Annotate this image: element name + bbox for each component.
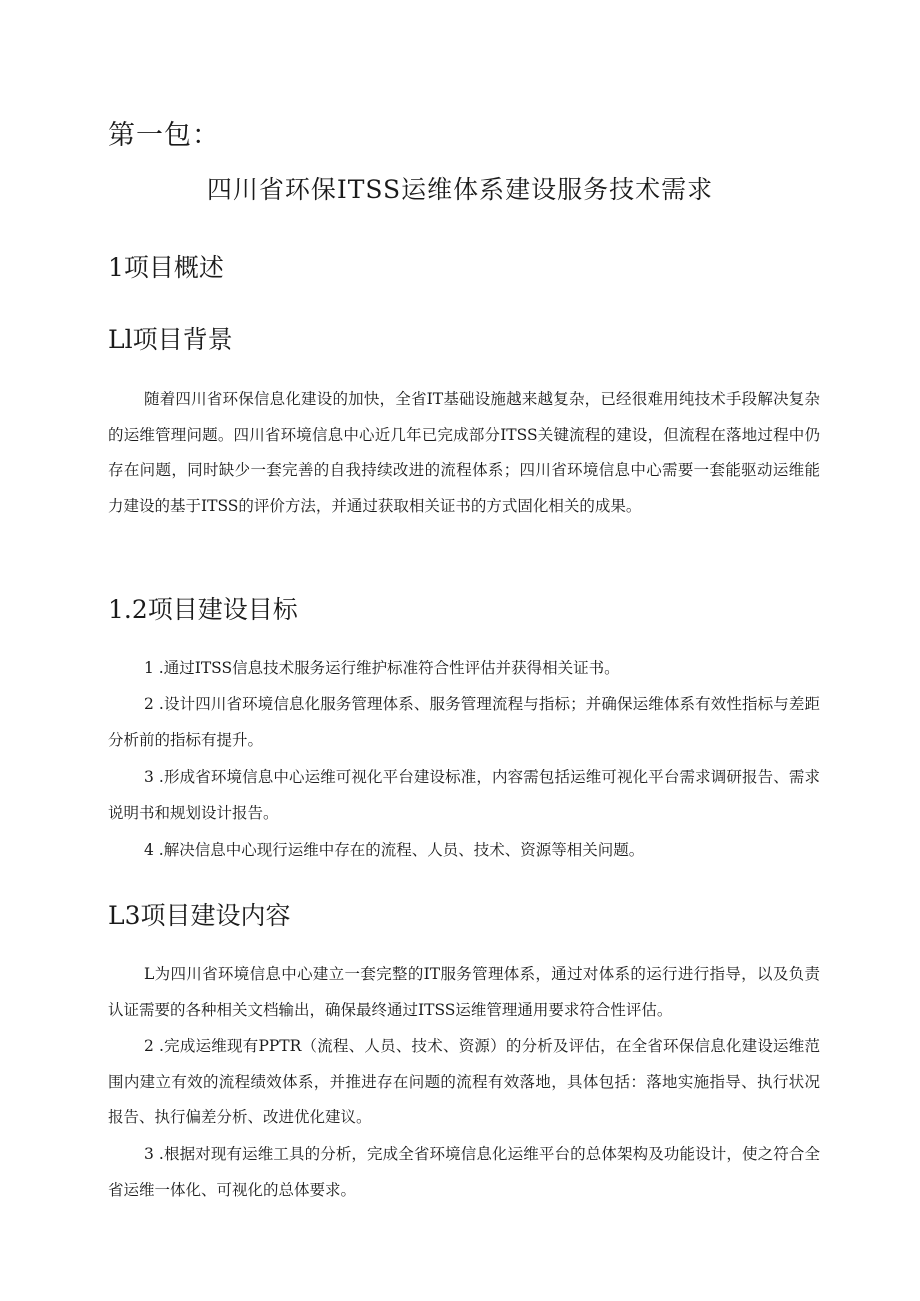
background-paragraph: 随着四川省环保信息化建设的加快，全省IT基础设施越来越复杂，已经很难用纯技术手段解决复杂的运维管理问题。四川省环境信息中心近几年已完成部分ITSS关键流程的建设，但流程在落地过程中仍存在问题，同时缺少一套完善的自我持续改进的流程体系；四川省环境信息中心需要一套能驱动运维能力建设的基于ITSS的评价方法，并通过获取相关证书的方式固化相关的成果。 xyxy=(108,390,820,515)
section-1-heading: 1项目概述 xyxy=(108,253,224,282)
section-1-1-heading: Ll项目背景 xyxy=(108,325,233,354)
goal-item-3: 3 .形成省环境信息中心运维可视化平台建设标准，内容需包括运维可视化平台需求调研报告、需求说明书和规划设计报告。 xyxy=(108,768,820,822)
goal-item-1: 1 .通过ITSS信息技术服务运行维护标准符合性评估并获得相关证书。 xyxy=(144,659,620,677)
goal-item-2: 2 .设计四川省环境信息化服务管理体系、服务管理流程与指标；并确保运维体系有效性指标与差距分析前的指标有提升。 xyxy=(108,695,820,749)
content-item-1: L为四川省环境信息中心建立一套完整的IT服务管理体系，通过对体系的运行进行指导，以及负责认证需要的各种相关文档输出，确保最终通过ITSS运维管理通用要求符合性评估。 xyxy=(108,965,820,1019)
content-item-2: 2 .完成运维现有PPTR（流程、人员、技术、资源）的分析及评估，在全省环保信息化建设运维范围内建立有效的流程绩效体系，并推进存在问题的流程有效落地，具体包括：落地实施指导、执行状况报告、执行偏差分析、改进优化建议。 xyxy=(108,1037,820,1127)
package-label: 第一包： xyxy=(108,120,220,151)
content-item-3: 3 .根据对现有运维工具的分析，完成全省环境信息化运维平台的总体架构及功能设计，使之符合全省运维一体化、可视化的总体要求。 xyxy=(108,1145,820,1199)
section-1-2-heading: 1.2项目建设目标 xyxy=(108,595,298,624)
section-1-3-heading: L3项目建设内容 xyxy=(108,901,291,930)
goal-item-4: 4 .解决信息中心现行运维中存在的流程、人员、技术、资源等相关问题。 xyxy=(144,841,645,859)
document-title: 四川省环保ITSS运维体系建设服务技术需求 xyxy=(206,175,714,204)
